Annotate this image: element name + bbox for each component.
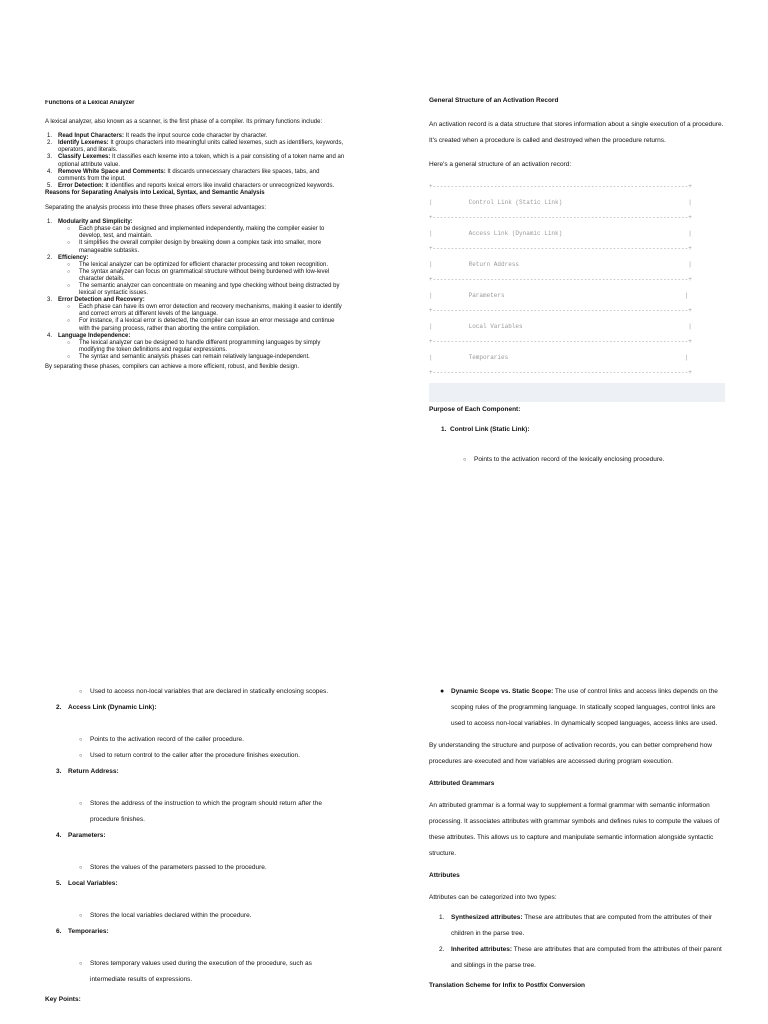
component-item-access-link xyxy=(45,700,345,716)
item-term: Inherited attributes: xyxy=(451,946,513,953)
sub-item: ○ Stores temporary values used during the execution of the procedure, such as intermediate results of expressions. xyxy=(45,956,345,988)
item-number: 5. xyxy=(56,880,62,887)
sub-list xyxy=(58,340,345,361)
activation-record-diagram: +-----------------------------------------------------------------------+ | Control Link (Static Link) | +-----------------------------------------------------------------------+ | Access Link (Dynamic Link) | +-----------------------------------------------------------------------+ | Return Address | +-----------------------------------------------------------------------+ | Parameters | +-----------------------------------------------------------------------+ | Local Variables | +-----------------------------------------------------------------------+ | Temporaries | +-----------------------------------------------------------------------+ xyxy=(429,183,692,376)
sub-item: ○ It simplifies the overall compiler design by breaking down a complex task into smaller, more manageable subtasks. xyxy=(67,240,345,254)
circle-bullet-icon: ○ xyxy=(79,689,83,695)
item-number: 3. xyxy=(47,154,53,161)
sub-item: ○ The lexical analyzer can be designed to handle different programming languages by simply modifying the token definitions and regular expressions. xyxy=(67,340,345,354)
list-item xyxy=(45,154,345,168)
item-number: 1. xyxy=(47,219,53,226)
scope-bullet xyxy=(429,684,725,732)
item-number: 2. xyxy=(56,704,62,711)
list-item xyxy=(45,169,345,183)
sub-item: ○ The semantic analyzer can concentrate on meaning and type checking without being distracted by lexical or syntactic issues. xyxy=(67,283,345,297)
sub-list xyxy=(58,226,345,254)
list-item xyxy=(45,333,345,361)
circle-bullet-icon: ○ xyxy=(79,961,83,967)
item-term: Remove White Space and Comments: xyxy=(58,168,166,175)
circle-bullet-icon: ○ xyxy=(79,865,83,871)
item-term: Modularity and Simplicity: xyxy=(58,219,133,226)
item-number: 1. xyxy=(47,133,53,140)
item-term: Return Address: xyxy=(68,768,119,775)
lexical-conclusion: By separating these phases, compilers can achieve a more efficient, robust, and flexible design. xyxy=(45,364,300,370)
item-term: Local Variables: xyxy=(68,880,118,887)
attribute-types-list xyxy=(429,910,725,974)
item-number: 4. xyxy=(47,168,53,175)
list-item xyxy=(45,140,345,154)
attributes-heading: Attributes xyxy=(429,872,460,879)
item-term: Control Link (Static Link): xyxy=(450,425,530,433)
item-term: Read Input Characters: xyxy=(58,133,125,140)
sub-item: ○ Used to access non-local variables that are declared in statically enclosing scopes. xyxy=(45,684,345,700)
components-section xyxy=(45,684,345,1024)
item-number: 2. xyxy=(47,140,53,147)
activation-paragraph: An activation record is a data structure that stores information about a single execution of a procedure. It's created when a procedure is called and destroyed when the procedure returns. xyxy=(429,121,724,144)
item-text: It groups characters into meaningful units called lexemes, such as identifiers, keywords, operators, and literals. xyxy=(58,140,344,154)
item-term: Dynamic Scope vs. Static Scope: xyxy=(451,688,554,695)
item-number: 6. xyxy=(56,928,62,935)
component-item-parameters xyxy=(45,828,345,844)
circle-bullet-icon: ○ xyxy=(79,737,83,743)
list-item xyxy=(45,297,345,332)
item-term: Parameters: xyxy=(68,832,106,839)
item-term: Efficiency: xyxy=(58,254,89,261)
code-block-footer xyxy=(429,383,725,402)
advantages-list xyxy=(45,219,345,361)
item-number: 3. xyxy=(47,297,53,304)
lexical-intro: A lexical analyzer, also known as a scanner, is the first phase of a compiler. Its primary functions include: xyxy=(45,119,323,126)
sub-item: ○ Stores the address of the instruction to which the program should return after the procedure finishes. xyxy=(45,796,345,828)
item-number: 3. xyxy=(56,768,62,775)
item-text: It classifies each lexeme into a token, which is a pair consisting of a token name and an optional attribute value. xyxy=(58,154,345,168)
sub-item: ○ Stores the values of the parameters passed to the procedure. xyxy=(45,860,345,876)
list-item xyxy=(429,910,725,942)
translation-scheme-heading: Translation Scheme for Infix to Postfix Conversion xyxy=(429,982,586,989)
activation-lead: Here's a general structure of an activation record: xyxy=(429,161,572,168)
sub-list xyxy=(58,262,345,297)
sub-item: ○ The syntax and semantic analysis phases can remain relatively language-independent. xyxy=(67,354,345,361)
activation-record-section xyxy=(429,93,725,493)
list-item xyxy=(45,183,345,190)
item-term: Classify Lexemes: xyxy=(58,154,111,161)
sub-item: ○ Used to return control to the caller after the procedure finishes execution. xyxy=(45,748,345,764)
circle-bullet-icon: ○ xyxy=(79,801,83,807)
lexical-title: Functions of a Lexical Analyzer xyxy=(45,100,135,106)
sub-item: ○ Points to the activation record of the lexically enclosing procedure. xyxy=(463,452,725,468)
item-term: Synthesized attributes: xyxy=(451,914,523,921)
item-number: 2. xyxy=(47,254,53,261)
item-text: These are attributes that are computed from the attributes of their children in the parse tree. xyxy=(451,914,713,937)
item-number: 4. xyxy=(47,332,53,339)
attributed-grammars-paragraph: An attributed grammar is a formal way to supplement a formal grammar with semantic information processing. It associates attributes with grammar symbols and defines rules to compute the values of these attributes. This allows us to capture and manipulate semantic information alongside syntactic structure. xyxy=(429,802,720,857)
item-term: Error Detection: xyxy=(58,182,104,189)
item-number: 1. xyxy=(439,914,445,921)
item-text: It identifies and reports lexical errors like invalid characters or unrecognized keywords. xyxy=(103,182,335,189)
item-number: 2. xyxy=(439,946,445,953)
item-number: 5. xyxy=(47,182,53,189)
item-term: Identify Lexemes: xyxy=(58,140,109,147)
item-term: Error Detection and Recovery: xyxy=(58,297,145,304)
reasons-title: Reasons for Separating Analysis into Lexical, Syntax, and Semantic Analysis xyxy=(45,189,265,196)
reasons-intro: Separating the analysis process into these three phases offers several advantages: xyxy=(45,205,267,212)
attributes-intro: Attributes can be categorized into two types: xyxy=(429,894,557,901)
list-item xyxy=(45,219,345,254)
list-item xyxy=(429,942,725,974)
item-number: 4. xyxy=(56,832,62,839)
item-term: Access Link (Dynamic Link): xyxy=(68,704,157,711)
lexical-analyzer-section xyxy=(45,100,345,520)
sub-item: ○ For instance, if a lexical error is detected, the compiler can issue an error message and continue with the parsing process, rather than aborting the entire compilation. xyxy=(67,318,345,332)
understanding-paragraph: By understanding the structure and purpose of activation records, you can better comprehend how procedures are executed and how variables are accessed during program execution. xyxy=(429,742,712,765)
item-term: Temporaries: xyxy=(68,928,109,935)
list-item xyxy=(45,133,345,140)
item-term: Language Independence: xyxy=(58,332,131,339)
circle-bullet-icon: ○ xyxy=(79,753,83,759)
item-text: It reads the input source code character by character. xyxy=(124,133,268,140)
circle-bullet-icon: ○ xyxy=(79,913,83,919)
purpose-heading: Purpose of Each Component: xyxy=(429,405,521,413)
component-item-temporaries xyxy=(45,924,345,940)
sub-item: ○ Points to the activation record of the caller procedure. xyxy=(45,732,345,748)
lexical-functions-list xyxy=(45,133,345,190)
component-item-control-link xyxy=(441,422,725,438)
list-item xyxy=(45,255,345,298)
sub-item: ○ The syntax analyzer can focus on grammatical structure without being burdened with low-level character details. xyxy=(67,269,345,283)
sub-item: ○ Each phase can have its own error detection and recovery mechanisms, making it easier to identify and correct errors at different levels of the language. xyxy=(67,304,345,318)
sub-item: ○ Stores the local variables declared within the procedure. xyxy=(45,908,345,924)
item-text: These are attributes that are computed from the attributes of their parent and siblings in the parse tree. xyxy=(451,946,722,969)
attributed-grammars-title: Attributed Grammars xyxy=(429,780,495,787)
bullet-dot-icon: ● xyxy=(440,688,445,695)
sub-item: ○ The lexical analyzer can be optimized for efficient character processing and token recognition. xyxy=(67,262,345,269)
component-item-local-variables xyxy=(45,876,345,892)
component-item-return-address xyxy=(45,764,345,780)
key-points-heading: Key Points: xyxy=(45,996,81,1003)
sub-list xyxy=(58,304,345,332)
item-text: It discards unnecessary characters like spaces, tabs, and comments from the input. xyxy=(58,168,320,182)
item-text: The use of control links and access links depends on the scoping rules of the programming language. In statically scoped languages, control links are used to access non-local variables. In dynamically scoped languages, access links are used. xyxy=(451,688,718,727)
sub-item: ○ Each phase can be designed and implemented independently, making the compiler easier to develop, test, and maintain. xyxy=(67,226,345,240)
attributed-grammars-section xyxy=(429,684,725,1024)
activation-title: General Structure of an Activation Record xyxy=(429,97,559,104)
item-number: 1. xyxy=(441,425,447,433)
